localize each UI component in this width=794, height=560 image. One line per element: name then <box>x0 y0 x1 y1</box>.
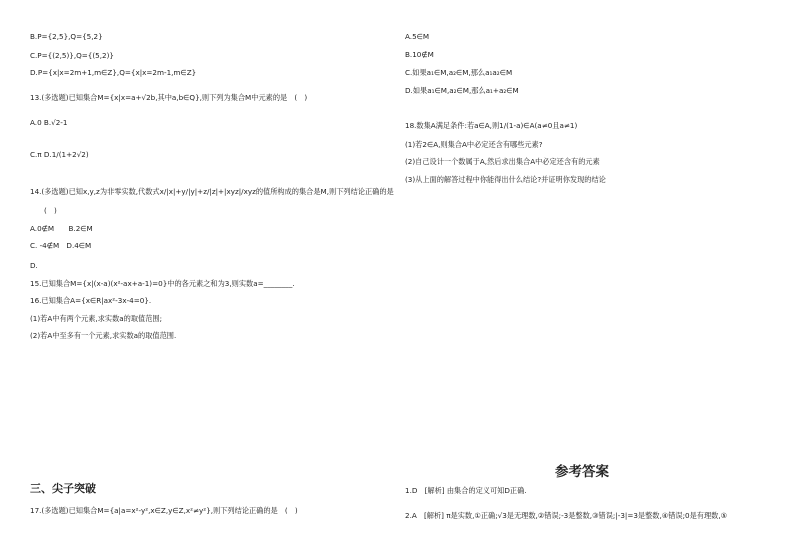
question-14-options-ab: A.0∉M B.2∈M <box>30 224 93 233</box>
question-17: 17.(多选题)已知集合M={a|a=x²-y²,x∈Z,y∈Z,x²≠y²},则下列结论正确的是 ( ) <box>30 506 298 515</box>
question-13-options-ab: A.0 B.√2-1 <box>30 118 68 127</box>
question-13: 13.(多选题)已知集合M={x|x=a+√2b,其中a,b∈Q},则下列为集合M中元素的是 ( ) <box>30 93 308 102</box>
question-16-part-2: (2)若A中至多有一个元素,求实数a的取值范围. <box>30 331 177 340</box>
question-18-part-1: (1)若2∈A,则集合A中必定还含有哪些元素? <box>405 140 543 149</box>
q17-option-d: D.如果a₁∈M,a₂∈M,那么a₁+a₂∈M <box>405 86 519 95</box>
question-14: 14.(多选题)已知x,y,z为非零实数,代数式x/|x|+y/|y|+z/|z|+|xyz|/xyz的值所构成的集合是M,则下列结论正确的是 <box>30 187 394 196</box>
question-14-options-cd: C. -4∉M D.4∈M <box>30 241 92 250</box>
question-18-part-3: (3)从上面的解答过程中你能得出什么结论?并证明你发现的结论 <box>405 175 606 184</box>
option-b-line: B.P={2,5},Q={5,2} <box>30 32 103 41</box>
question-15: 15.已知集合M={x|(x-a)(x²-ax+a-1)=0}中的各元素之和为3,则实数a=________. <box>30 279 295 288</box>
question-18: 18.数集A满足条件:若a∈A,则1/(1-a)∈A(a≠0且a≠1) <box>405 121 578 130</box>
section-heading: 三、尖子突破 <box>30 482 96 495</box>
q17-option-a: A.5∈M <box>405 32 430 41</box>
option-c-line: C.P={(2,5)},Q={(5,2)} <box>30 51 114 60</box>
answer-2: 2.A [解析] π是实数,①正确;√3是无理数,②错误;-3是整数,③错误;|-3|=3是整数,④错误;0是有理数,⑤ <box>405 511 728 520</box>
question-16: 16.已知集合A={x∈R|ax²-3x-4=0}. <box>30 296 152 305</box>
question-14-paren: ( ) <box>44 206 57 215</box>
answers-title: 参考答案 <box>555 464 609 480</box>
q17-option-c: C.如果a₁∈M,a₂∈M,那么a₁a₂∈M <box>405 68 513 77</box>
option-d-line: D.P={x|x=2m+1,m∈Z},Q={x|x=2m-1,m∈Z} <box>30 68 197 77</box>
answer-1: 1.D [解析] 由集合的定义可知D正确. <box>405 486 527 495</box>
question-18-part-2: (2)自己设计一个数属于A,然后求出集合A中必定还含有的元素 <box>405 157 600 166</box>
question-16-part-1: (1)若A中有两个元素,求实数a的取值范围; <box>30 314 163 323</box>
q17-option-b: B.10∉M <box>405 50 434 59</box>
question-13-options-cd: C.π D.1/(1+2√2) <box>30 150 89 159</box>
question-14-option-d: D. <box>30 261 38 270</box>
